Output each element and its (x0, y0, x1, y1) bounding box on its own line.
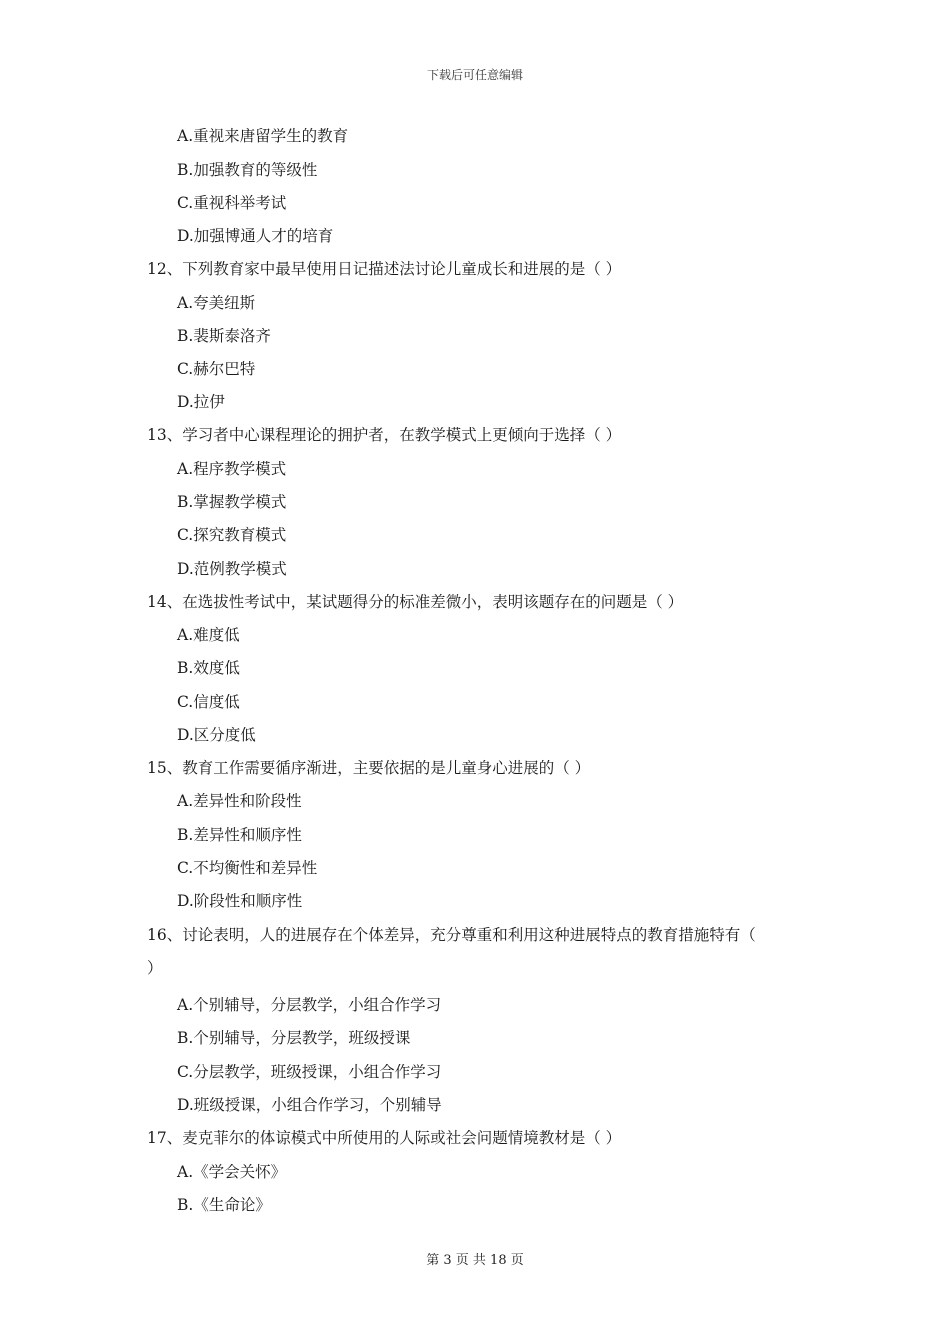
option-text: D.区分度低 (177, 726, 256, 744)
option-text: A.个别辅导，分层教学，小组合作学习 (177, 996, 442, 1014)
option-text: A.难度低 (177, 626, 240, 644)
question-text: ） (147, 959, 163, 977)
option-text: A.程序教学模式 (177, 460, 287, 478)
question-text: 16、讨论表明，人的进展存在个体差异，充分尊重和利用这种进展特点的教育措施特有（ (147, 926, 756, 944)
question-text: 12、下列教育家中最早使用日记描述法讨论儿童成长和进展的是（ ） (147, 260, 622, 278)
option-text: C.分层教学，班级授课，小组合作学习 (177, 1063, 442, 1081)
option-text: A.夸美纽斯 (177, 294, 256, 312)
option-text: D.拉伊 (177, 393, 225, 411)
question-text: 13、学习者中心课程理论的拥护者，在教学模式上更倾向于选择（ ） (147, 426, 622, 444)
option-text: B.掌握教学模式 (177, 493, 287, 511)
option-text: D.范例教学模式 (177, 560, 287, 578)
option-text: B.效度低 (177, 659, 240, 677)
page-header: 下载后可任意编辑 (426, 68, 523, 82)
question-text: 14、在选拔性考试中，某试题得分的标准差微小，表明该题存在的问题是（ ） (147, 593, 684, 611)
question-text: 15、教育工作需要循序渐进，主要依据的是儿童身心进展的（ ） (147, 759, 591, 777)
option-text: C.信度低 (177, 693, 240, 711)
option-text: C.不均衡性和差异性 (177, 859, 318, 877)
option-text: C.重视科举考试 (177, 194, 287, 212)
option-text: D.加强博通人才的培育 (177, 227, 334, 245)
option-text: B.裴斯泰洛齐 (177, 327, 271, 345)
option-text: A.重视来唐留学生的教育 (177, 127, 349, 145)
option-text: B.差异性和顺序性 (177, 826, 302, 844)
option-text: A.差异性和阶段性 (177, 792, 302, 810)
page-footer: 第 3 页 共 18 页 (426, 1253, 524, 1268)
option-text: B.加强教育的等级性 (177, 161, 318, 179)
option-text: B.个别辅导，分层教学，班级授课 (177, 1029, 411, 1047)
option-text: D.阶段性和顺序性 (177, 892, 303, 910)
option-text: C.探究教育模式 (177, 526, 287, 544)
option-text: C.赫尔巴特 (177, 360, 256, 378)
option-text: A.《学会关怀》 (177, 1163, 287, 1181)
question-text: 17、麦克菲尔的体谅模式中所使用的人际或社会问题情境教材是（ ） (147, 1129, 622, 1147)
option-text: B.《生命论》 (177, 1196, 271, 1214)
option-text: D.班级授课，小组合作学习，个别辅导 (177, 1096, 442, 1114)
